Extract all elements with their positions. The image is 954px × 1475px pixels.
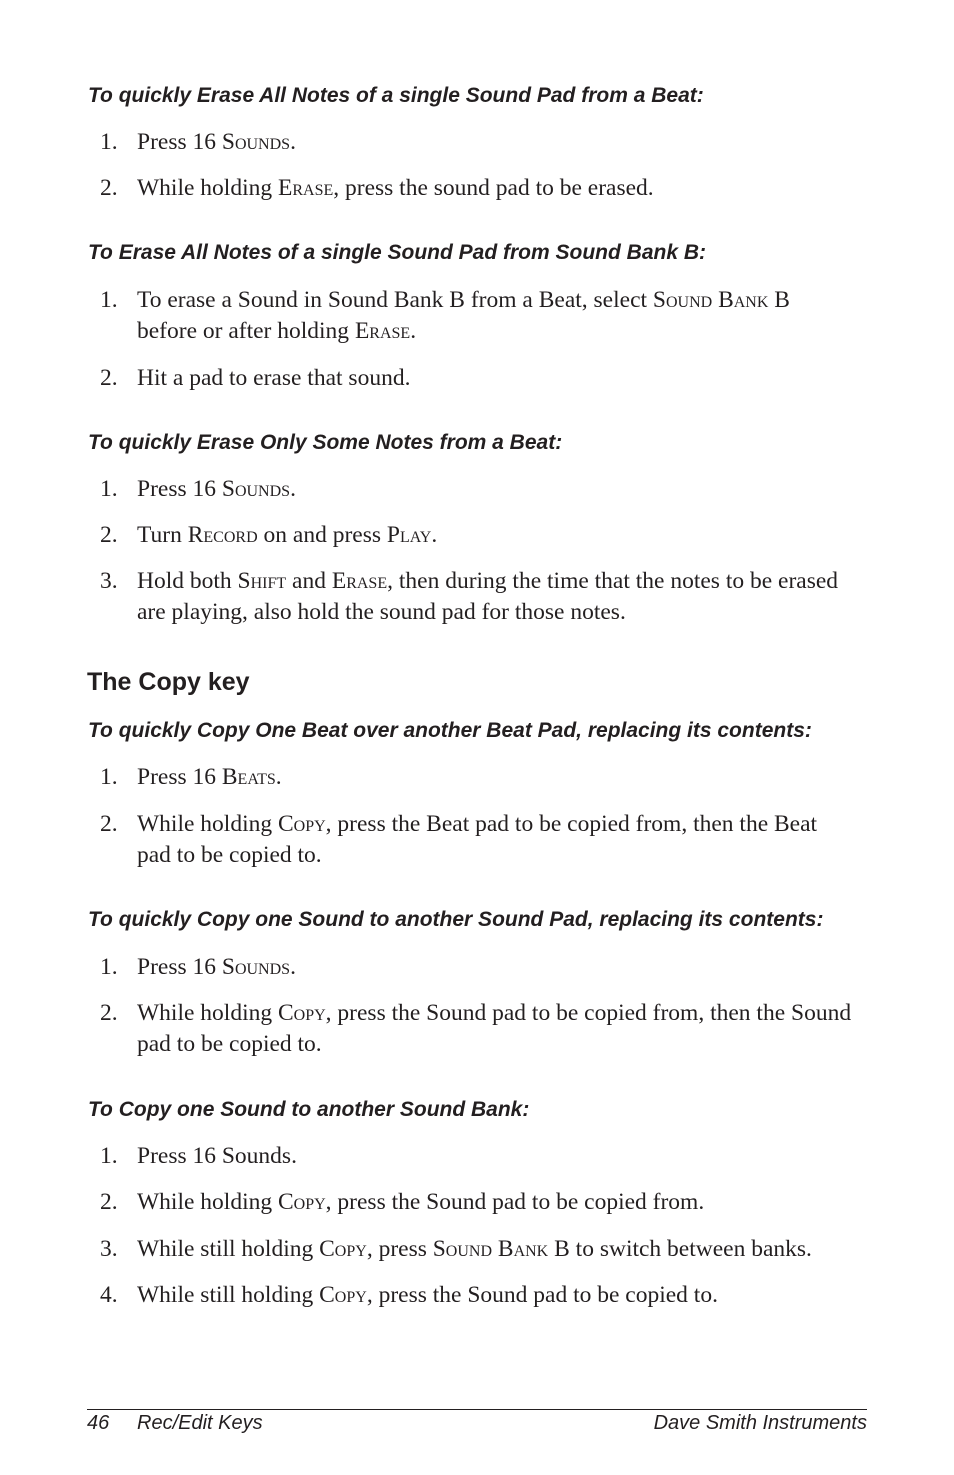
key-name: Erase (277, 175, 334, 201)
step-number: 2. (100, 811, 118, 837)
step-text-segment: Press 16 (137, 954, 222, 980)
key-name: Record (187, 522, 258, 548)
key-name: Copy (277, 1189, 326, 1215)
section-title: The Copy key (87, 668, 250, 696)
step-text (137, 127, 872, 158)
key-name: Copy (277, 1000, 326, 1026)
step-text-segment: . (275, 764, 282, 790)
key-name: Sound Bank (652, 287, 769, 313)
step-number: 1. (100, 129, 118, 155)
key-name: Play (386, 522, 432, 548)
step-number: 2. (100, 1189, 118, 1215)
step-line (137, 285, 872, 316)
step-line (137, 840, 872, 871)
key-name: Copy (319, 1236, 367, 1262)
step-text-segment: B to switch between banks. (548, 1236, 812, 1262)
step-line (137, 998, 872, 1029)
step-text-segment: While holding (137, 1000, 278, 1026)
procedure-heading: To quickly Erase Only Some Notes from a Beat: (88, 431, 563, 454)
procedure-heading: To quickly Copy One Beat over another Beat Pad, replacing its contents: (88, 719, 812, 742)
step-line (137, 127, 872, 158)
step-text-segment: While holding (137, 175, 278, 201)
step-text-segment: While still holding (137, 1282, 320, 1308)
step-number: 2. (100, 365, 118, 391)
step-number: 2. (100, 175, 118, 201)
step-text (137, 762, 872, 793)
step-line (137, 597, 872, 628)
step-text-segment: B (768, 287, 790, 313)
step-line (137, 173, 872, 204)
step-text-segment: Press 16 Sounds. (137, 1143, 297, 1169)
step-text-segment: and (286, 568, 332, 594)
footer-rule (87, 1409, 867, 1410)
procedure-heading: To quickly Copy one Sound to another Sound Pad, replacing its contents: (88, 908, 824, 931)
step-text-segment: before or after holding (137, 318, 355, 344)
procedure-heading: To quickly Erase All Notes of a single Sound Pad from a Beat: (88, 84, 704, 107)
step-text-segment: on and press (257, 522, 387, 548)
step-text-segment: , press the sound pad to be erased. (333, 175, 654, 201)
step-number: 1. (100, 764, 118, 790)
step-text-segment: Press 16 (137, 764, 222, 790)
step-text-segment: , press (366, 1236, 433, 1262)
step-text (137, 520, 872, 551)
step-text-segment: . (290, 129, 296, 155)
step-text-segment: While holding (137, 1189, 278, 1215)
step-number: 2. (100, 1000, 118, 1026)
key-name: Sounds (221, 954, 291, 980)
step-text-segment: While still holding (137, 1236, 320, 1262)
step-line (137, 809, 872, 840)
step-text-segment: Press 16 (137, 129, 222, 155)
step-number: 4. (100, 1282, 118, 1308)
step-text (137, 173, 872, 204)
step-number: 3. (100, 1236, 118, 1262)
key-name: Sounds (221, 476, 291, 502)
chapter-name: Rec/Edit Keys (137, 1412, 263, 1434)
key-name: Beats (221, 764, 276, 790)
step-line (137, 1029, 872, 1060)
step-text-segment: pad to be copied to. (137, 1031, 322, 1057)
step-number: 2. (100, 522, 118, 548)
step-line (137, 1280, 872, 1311)
step-number: 1. (100, 287, 118, 313)
step-text-segment: , press the Beat pad to be copied from, then the Beat (325, 811, 818, 837)
step-line (137, 952, 872, 983)
step-text-segment: pad to be copied to. (137, 842, 322, 868)
step-line (137, 762, 872, 793)
key-name: Erase (354, 318, 411, 344)
step-text-segment: , then during the time that the notes to be erased (387, 568, 839, 594)
page-number: 46 (87, 1412, 110, 1434)
step-text (137, 998, 872, 1060)
step-text (137, 566, 872, 628)
step-line (137, 474, 872, 505)
step-line (137, 1187, 872, 1218)
step-line (137, 363, 872, 394)
procedure-heading: To Erase All Notes of a single Sound Pad from Sound Bank B: (88, 241, 707, 264)
step-text (137, 1234, 872, 1265)
key-name: Sounds (221, 129, 291, 155)
step-number: 1. (100, 1143, 118, 1169)
step-text (137, 1280, 872, 1311)
step-text-segment: , press the Sound pad to be copied from. (325, 1189, 705, 1215)
step-text-segment: . (290, 476, 296, 502)
step-text-segment: . (431, 522, 438, 548)
step-text (137, 809, 872, 871)
step-line (137, 1141, 872, 1172)
publisher-name: Dave Smith Instruments (653, 1412, 867, 1434)
step-text-segment: Hold both (137, 568, 238, 594)
key-name: Sound Bank (432, 1236, 549, 1262)
key-name: Copy (277, 811, 326, 837)
step-text-segment: are playing, also hold the sound pad for those notes. (137, 599, 626, 625)
step-line (137, 520, 872, 551)
step-text-segment: While holding (137, 811, 278, 837)
step-text-segment: , press the Sound pad to be copied to. (366, 1282, 718, 1308)
step-text (137, 1187, 872, 1218)
procedure-heading: To Copy one Sound to another Sound Bank: (88, 1098, 530, 1121)
step-text-segment: . (290, 954, 296, 980)
step-line (137, 566, 872, 597)
step-text (137, 952, 872, 983)
key-name: Copy (319, 1282, 367, 1308)
step-text (137, 363, 872, 394)
step-number: 1. (100, 476, 118, 502)
step-number: 3. (100, 568, 118, 594)
step-text-segment: To erase a Sound in Sound Bank B from a Beat, select (137, 287, 653, 313)
key-name: Erase (331, 568, 388, 594)
step-line (137, 316, 872, 347)
step-text-segment: , press the Sound pad to be copied from, then the Sound (325, 1000, 852, 1026)
step-text-segment: Press 16 (137, 476, 222, 502)
step-text (137, 474, 872, 505)
step-line (137, 1234, 872, 1265)
step-text-segment: . (410, 318, 417, 344)
step-text-segment: Hit a pad to erase that sound. (137, 365, 411, 391)
step-text-segment: Turn (137, 522, 188, 548)
step-text (137, 1141, 872, 1172)
step-text (137, 285, 872, 347)
step-number: 1. (100, 954, 118, 980)
key-name: Shift (237, 568, 287, 594)
